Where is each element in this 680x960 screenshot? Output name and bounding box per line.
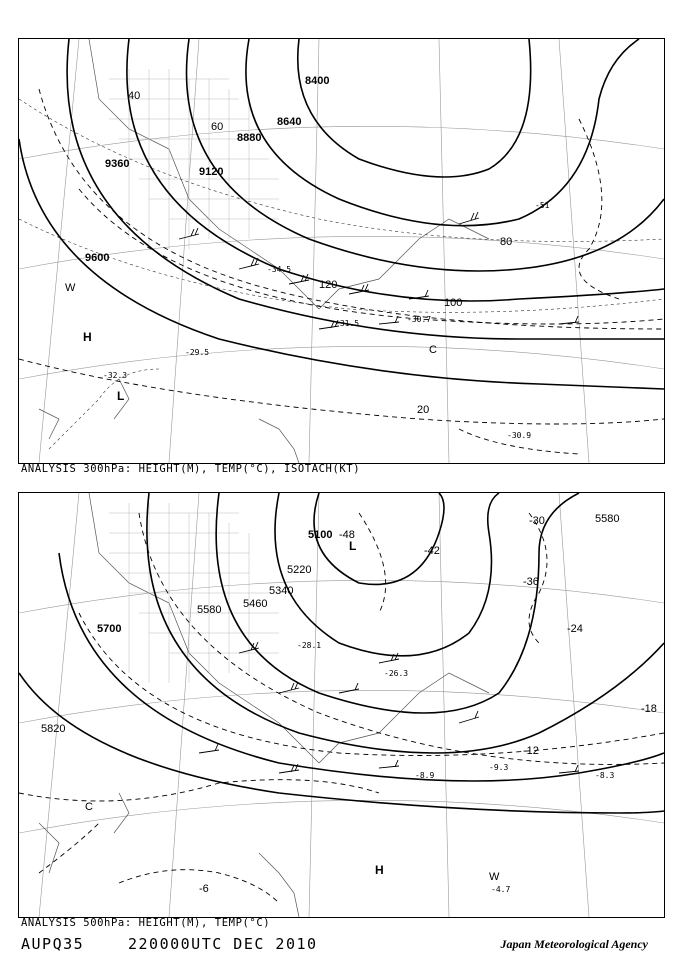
- height-contours: [19, 39, 664, 389]
- station-temp-label: -8.9: [415, 771, 435, 780]
- temp-label: -29.5: [185, 348, 210, 357]
- low-pressure-symbol: L: [117, 389, 125, 403]
- low-pressure-symbol: L: [349, 539, 357, 553]
- height-label-5340: 5340: [269, 585, 294, 597]
- isotherm-label: -48: [339, 529, 355, 541]
- height-label-5820: 5820: [41, 723, 66, 735]
- map-300hpa-graphic: [19, 39, 664, 463]
- warm-center-symbol: W: [489, 871, 500, 883]
- height-label-9120: 9120: [199, 166, 224, 178]
- isotherm-label: -6: [199, 883, 209, 895]
- height-label-5100: 5100: [308, 529, 333, 541]
- high-pressure-symbol: H: [375, 863, 384, 877]
- height-label-5580: 5580: [197, 604, 222, 616]
- temp-label: -30.9: [507, 431, 532, 440]
- valid-time: 220000UTC DEC 2010: [128, 935, 318, 953]
- isotherm-label: -42: [424, 545, 440, 557]
- graticule: [19, 493, 664, 917]
- isotach-label-40: 40: [128, 90, 141, 102]
- agency-credit: Japan Meteorological Agency: [500, 937, 648, 951]
- coastlines: [39, 39, 489, 463]
- temp-label: -51: [535, 201, 550, 210]
- temp-label: -32.3: [103, 371, 128, 380]
- temp-label: -30.7: [407, 315, 432, 324]
- cold-center-symbol: C: [85, 801, 93, 813]
- station-temp-label: -4.7: [491, 885, 511, 894]
- height-label-8880: 8880: [237, 132, 262, 144]
- station-temp-label: -26.3: [384, 669, 409, 678]
- temp-label: -31.5: [335, 319, 360, 328]
- height-label-5700: 5700: [97, 623, 122, 635]
- station-temp-label: -28.1: [297, 641, 322, 650]
- isotach-label-100: 100: [444, 297, 463, 309]
- coastlines: [39, 493, 489, 917]
- isotherm-label: -30: [529, 515, 545, 527]
- isotach-label-80: 80: [500, 236, 513, 248]
- chart-code: AUPQ35: [21, 935, 85, 953]
- station-temp-label: -8.3: [595, 771, 615, 780]
- high-pressure-symbol: H: [83, 330, 92, 344]
- isotach-label-60: 60: [211, 121, 224, 133]
- isotherm-label: -18: [641, 703, 657, 715]
- height-label-8640: 8640: [277, 116, 302, 128]
- isotach-label-20: 20: [417, 404, 430, 416]
- cold-center-symbol: C: [429, 344, 437, 356]
- isotherm-label: -36: [523, 576, 539, 588]
- graticule: [19, 39, 664, 463]
- height-label-9360: 9360: [105, 158, 130, 170]
- map-500hpa: [18, 492, 665, 918]
- height-label-5220: 5220: [287, 564, 312, 576]
- height-label-8400: 8400: [305, 75, 330, 87]
- height-contours: [19, 493, 664, 813]
- height-label-5580: 5580: [595, 513, 620, 525]
- temp-label: -34.5: [267, 265, 292, 274]
- isotach-label-120: 120: [319, 279, 338, 291]
- height-label-9600: 9600: [85, 252, 110, 264]
- caption-500hpa: ANALYSIS 500hPa: HEIGHT(M), TEMP(°C): [21, 917, 271, 929]
- land-hatch: [109, 503, 279, 683]
- isotherm-label: -24: [567, 623, 583, 635]
- station-temp-label: -9.3: [489, 763, 509, 772]
- caption-300hpa: ANALYSIS 300hPa: HEIGHT(M), TEMP(°C), ISOTACH(KT): [21, 463, 361, 475]
- map-500hpa-graphic: [19, 493, 664, 917]
- isotherm-label: -12: [523, 745, 539, 757]
- height-label-5460: 5460: [243, 598, 268, 610]
- map-300hpa: [18, 38, 665, 464]
- isotach-contours: [19, 89, 664, 454]
- warm-center-symbol: W: [65, 282, 76, 294]
